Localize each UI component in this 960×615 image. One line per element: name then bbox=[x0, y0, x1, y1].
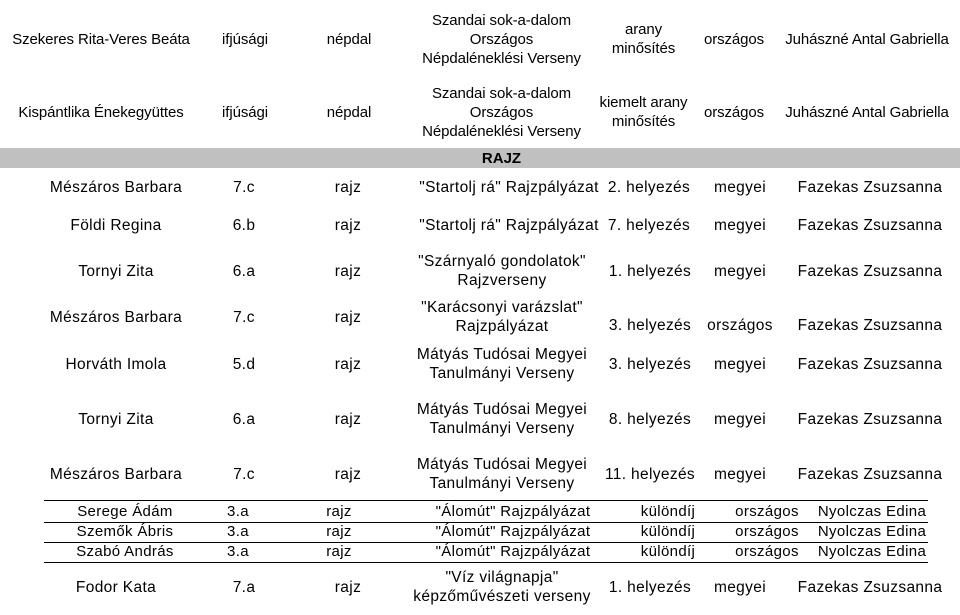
student-name: Szemők Ábris bbox=[76, 523, 174, 540]
competition: "Álomút" Rajzpályázat bbox=[435, 523, 591, 540]
teacher: Juhászné Antal Gabriella bbox=[785, 30, 949, 48]
class: 6.b bbox=[232, 216, 256, 234]
table-row bbox=[0, 172, 960, 202]
level: megyei bbox=[713, 262, 767, 280]
teacher: Fazekas Zsuzsanna bbox=[797, 216, 943, 234]
result: 1. helyezés bbox=[608, 262, 692, 280]
student-name: Kispántlika Énekegyüttes bbox=[18, 103, 184, 121]
teacher: Fazekas Zsuzsanna bbox=[797, 178, 943, 196]
competition: Mátyás Tudósai Megyei Tanulmányi Verseny bbox=[416, 456, 588, 492]
table-row bbox=[0, 343, 960, 385]
result: arany minősítés bbox=[611, 21, 676, 57]
category: rajz bbox=[334, 578, 362, 596]
table-row bbox=[0, 296, 960, 338]
class: 7.c bbox=[233, 178, 255, 196]
result: 2. helyezés bbox=[607, 178, 691, 196]
student-name: Tornyi Zita bbox=[78, 410, 154, 428]
result: kiemelt arany minősítés bbox=[599, 94, 688, 130]
level: országos bbox=[735, 543, 799, 560]
category: rajz bbox=[334, 355, 362, 373]
class: 3.a bbox=[227, 503, 249, 520]
teacher: Nyolczas Edina bbox=[817, 503, 927, 520]
category: rajz bbox=[326, 523, 352, 540]
table-row bbox=[0, 0, 960, 78]
competition: "Álomút" Rajzpályázat bbox=[435, 543, 591, 560]
teacher: Nyolczas Edina bbox=[817, 523, 927, 540]
level: megyei bbox=[713, 578, 767, 596]
level: megyei bbox=[713, 355, 767, 373]
teacher: Fazekas Zsuzsanna bbox=[797, 355, 943, 373]
student-name: Szekeres Rita-Veres Beáta bbox=[12, 30, 190, 48]
competition: "Szárnyaló gondolatok" Rajzverseny bbox=[418, 253, 586, 289]
teacher: Juhászné Antal Gabriella bbox=[785, 103, 949, 121]
table-row bbox=[0, 565, 960, 609]
student-name: Mészáros Barbara bbox=[49, 465, 183, 483]
competition: "Álomút" Rajzpályázat bbox=[435, 503, 591, 520]
competition: "Víz világnapja" képzőművészeti verseny bbox=[413, 569, 591, 605]
teacher: Fazekas Zsuzsanna bbox=[797, 262, 943, 280]
class: 3.a bbox=[227, 543, 249, 560]
class: 6.a bbox=[232, 262, 256, 280]
result: 1. helyezés bbox=[608, 578, 692, 596]
category: rajz bbox=[334, 465, 362, 483]
category: rajz bbox=[334, 410, 362, 428]
competition: "Startolj rá" Rajzpályázat bbox=[419, 178, 599, 196]
result: különdíj bbox=[640, 503, 696, 520]
student-name: Szabó András bbox=[76, 543, 174, 560]
level: országos bbox=[707, 316, 773, 334]
student-name: Tornyi Zita bbox=[78, 262, 154, 280]
section-title: RAJZ bbox=[481, 149, 522, 167]
competition: Szandai sok-a-dalom Országos Népdaléneklési Verseny bbox=[422, 84, 581, 140]
result: 11. helyezés bbox=[604, 465, 696, 483]
section-header bbox=[0, 148, 960, 168]
class: 7.a bbox=[232, 578, 256, 596]
class: 5.d bbox=[232, 355, 256, 373]
competition: Mátyás Tudósai Megyei Tanulmányi Verseny bbox=[416, 346, 588, 382]
class: 3.a bbox=[227, 523, 249, 540]
level: országos bbox=[735, 523, 799, 540]
level: megyei bbox=[713, 216, 767, 234]
teacher: Fazekas Zsuzsanna bbox=[797, 578, 943, 596]
result: 8. helyezés bbox=[608, 410, 692, 428]
age-group: ifjúsági bbox=[222, 103, 268, 121]
student-name: Horváth Imola bbox=[65, 355, 167, 373]
level: megyei bbox=[713, 410, 767, 428]
table-row bbox=[0, 453, 960, 495]
category: rajz bbox=[326, 503, 352, 520]
table-row bbox=[0, 210, 960, 240]
competition: Szandai sok-a-dalom Országos Népdaléneklési Verseny bbox=[422, 11, 581, 67]
class: 7.c bbox=[233, 308, 255, 326]
teacher: Nyolczas Edina bbox=[817, 543, 927, 560]
table-row bbox=[0, 250, 960, 292]
result: 7. helyezés bbox=[607, 216, 691, 234]
age-group: ifjúsági bbox=[222, 30, 268, 48]
category: rajz bbox=[334, 216, 362, 234]
table-row bbox=[0, 74, 960, 150]
competition: "Karácsonyi varázslat" Rajzpályázat bbox=[421, 299, 583, 335]
student-name: Földi Regina bbox=[70, 216, 162, 234]
level: országos bbox=[735, 503, 799, 520]
category: rajz bbox=[326, 543, 352, 560]
category: népdal bbox=[326, 103, 372, 121]
level: országos bbox=[703, 30, 765, 48]
category: népdal bbox=[326, 30, 372, 48]
level: megyei bbox=[713, 178, 767, 196]
grid-row bbox=[44, 521, 928, 543]
teacher: Fazekas Zsuzsanna bbox=[797, 410, 943, 428]
result: különdíj bbox=[640, 543, 696, 560]
student-name: Mészáros Barbara bbox=[49, 178, 183, 196]
class: 6.a bbox=[232, 410, 256, 428]
grid-row bbox=[44, 541, 928, 563]
level: országos bbox=[703, 103, 765, 121]
teacher: Fazekas Zsuzsanna bbox=[797, 465, 943, 483]
teacher: Fazekas Zsuzsanna bbox=[797, 316, 943, 334]
student-name: Mészáros Barbara bbox=[49, 308, 183, 326]
category: rajz bbox=[334, 262, 362, 280]
result: különdíj bbox=[640, 523, 696, 540]
student-name: Fodor Kata bbox=[75, 578, 157, 596]
result: 3. helyezés bbox=[608, 316, 692, 334]
category: rajz bbox=[334, 178, 362, 196]
competition: "Startolj rá" Rajzpályázat bbox=[419, 216, 599, 234]
result: 3. helyezés bbox=[608, 355, 692, 373]
grid-row bbox=[44, 500, 928, 523]
competition: Mátyás Tudósai Megyei Tanulmányi Verseny bbox=[416, 401, 588, 437]
table-row bbox=[0, 398, 960, 440]
level: megyei bbox=[713, 465, 767, 483]
category: rajz bbox=[334, 308, 362, 326]
student-name: Serege Ádám bbox=[77, 503, 173, 520]
class: 7.c bbox=[233, 465, 255, 483]
